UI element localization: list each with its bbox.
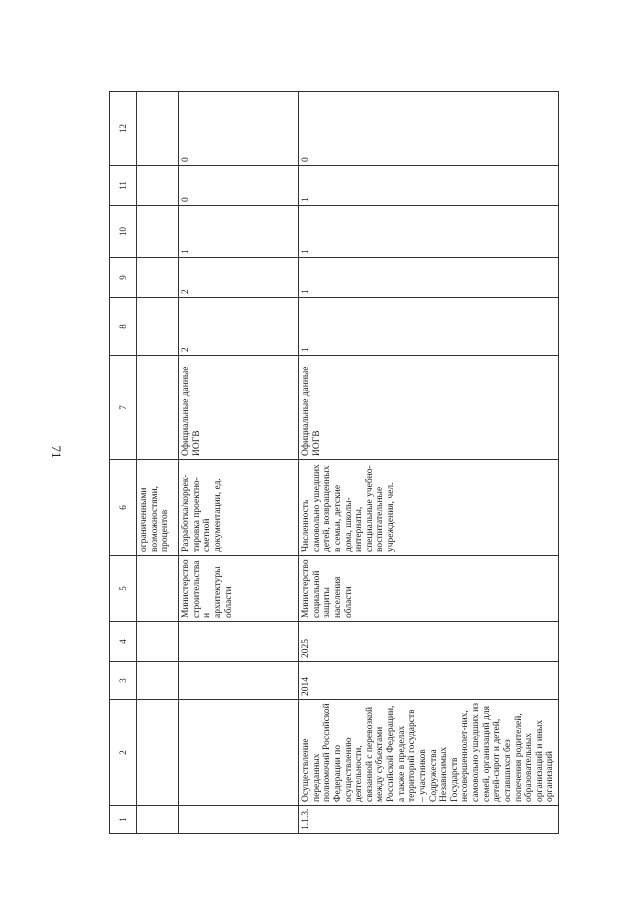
cell-row2-value-11: 1	[299, 166, 559, 206]
cell-row2-source: Официальные данные ИОГВ	[299, 356, 559, 460]
header-col-4: 4	[110, 622, 137, 662]
table-row-1-1-3	[299, 92, 559, 834]
rotated-table-container	[109, 92, 556, 834]
header-col-9: 9	[110, 258, 137, 298]
cell-row1-col3	[179, 662, 299, 700]
header-col-5: 5	[110, 556, 137, 622]
indicator-table	[109, 91, 559, 834]
cell-row1-value-9: 2	[179, 258, 299, 298]
header-row	[110, 92, 137, 834]
table-row-construction	[179, 92, 299, 834]
table-row-continuation	[137, 92, 179, 834]
cell-row2-indicator: Численность самовольно ушедших детей, возвращенных в семьи, детские дома, школы-интернаты, специальные учебно-воспитательные учреждения, чел.	[299, 460, 559, 556]
header-col-10: 10	[110, 206, 137, 258]
cell-row2-value-12: 0	[299, 92, 559, 166]
cell-row2-number: 1.1.3.	[299, 806, 559, 834]
cell-row1-col2	[179, 700, 299, 806]
header-col-11: 11	[110, 166, 137, 206]
cell-row1-value-11: 0	[179, 166, 299, 206]
cell-row1-indicator: Разработка/коррек-тировка проектно-сметной документации, ед.	[179, 460, 299, 556]
cell-row1-source: Официальные данные ИОГВ	[179, 356, 299, 460]
header-col-2: 2	[110, 700, 137, 806]
header-col-6: 6	[110, 460, 137, 556]
cell-row1-value-12: 0	[179, 92, 299, 166]
cell-row2-value-8: 1	[299, 298, 559, 356]
cell-row1-value-10: 1	[179, 206, 299, 258]
cell-row2-value-10: 1	[299, 206, 559, 258]
header-col-8: 8	[110, 298, 137, 356]
cell-row2-value-9: 1	[299, 258, 559, 298]
cell-row2-end-year: 2025	[299, 622, 559, 662]
cell-row1-col4	[179, 622, 299, 662]
cell-row2-start-year: 2014	[299, 662, 559, 700]
header-col-12: 12	[110, 92, 137, 166]
page-number: 71	[49, 445, 64, 459]
header-col-7: 7	[110, 356, 137, 460]
header-col-1: 1	[110, 806, 137, 834]
header-col-3: 3	[110, 662, 137, 700]
cell-row2-responsible: Министерство социальной защиты населения области	[299, 556, 559, 622]
cell-row1-responsible: Министерство строительства и архитектуры области	[179, 556, 299, 622]
cell-row1-col1	[179, 806, 299, 834]
continued-indicator-cell: ограниченными возможностями, процентов	[137, 460, 179, 556]
cell-row2-measure: Осуществление переданных полномочий Российской Федерации по осуществлению деятельности, связанной с перевозкой между субъектами Российской Федерации, а также в пределах территорий государств – участников Содружества Независимых Государств несовершеннолет-них, самовольно ушедших из семей, организаций для детей-сирот и детей, оставшихся без попечения родителей, образовательных организаций и иных организаций	[299, 700, 559, 806]
cell-row1-value-8: 2	[179, 298, 299, 356]
